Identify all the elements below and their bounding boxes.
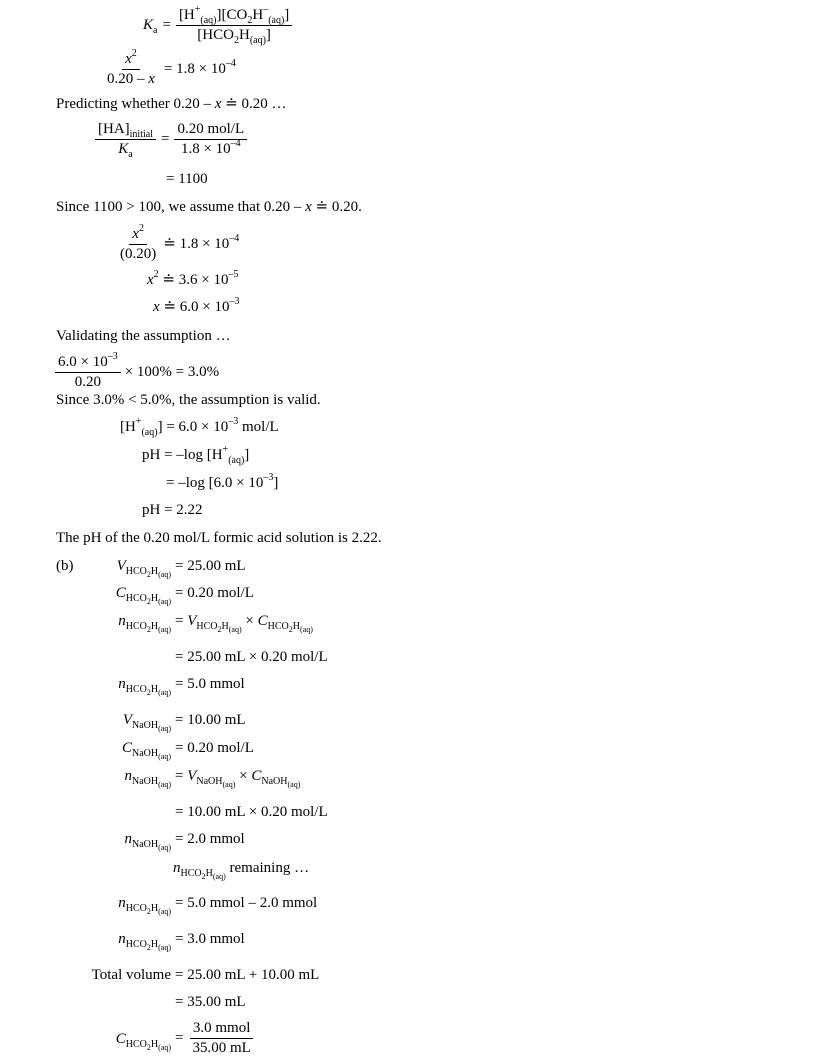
n-base-formula: = $V_{NaOH_{(aq)}} \times C_{NaOH_{(aq)}}$ xyxy=(175,768,301,789)
ratio-numerator: 0.20 mol/L xyxy=(174,122,247,140)
validate-heading: Validating the assumption … xyxy=(56,328,231,344)
ph-result: pH = 2.22 xyxy=(142,502,203,518)
c-final-denominator: 35.00 mL xyxy=(192,1040,251,1056)
n-acid-value: = 5.0 mmol xyxy=(175,676,245,692)
ka-symbol: $K_a$ xyxy=(143,17,158,36)
v-base-symbol: $V_{NaOH_{(aq)}}$ xyxy=(122,712,171,733)
n-base-value: = 2.0 mmol xyxy=(175,831,245,847)
part-b-label: (b) xyxy=(56,558,74,574)
c-final-equation: = $\frac{\text{3.0 mmol}}{35.00 mL}$ xyxy=(175,1021,254,1056)
n-acid-calc: = 25.00 mL × 0.20 mol/L xyxy=(175,649,328,665)
total-volume-calc: = 25.00 mL + 10.00 mL xyxy=(175,967,320,983)
n-remaining-symbol-2: $n_{HCO_2H_{(aq)}}$ xyxy=(118,931,171,952)
n-remaining-value: = 3.0 mmol xyxy=(175,931,245,947)
n-acid-formula: = $V_{HCO_2H_{(aq)}} \times C_{HCO_2H_{(aq)}}$ xyxy=(175,613,313,634)
n-acid-symbol-2: $n_{HCO_2H_{(aq)}}$ xyxy=(118,676,171,697)
ka-equation: $K_a$ = $\frac{[H^+_{(aq)}][CO_2H^-_{(aq)}]}{[HCO_2H_{(aq)}]}$ xyxy=(143,8,292,43)
ka-x-fraction: $\frac{x^2}{0.20 - x}$ xyxy=(107,48,155,87)
c-acid-symbol: $C_{HCO_2H_{(aq)}}$ xyxy=(115,585,171,606)
ph-log-value: = –log $[6.0 \times 10^{-3}]$ xyxy=(166,472,279,491)
assume-eq3: x ≐ $6.0 \times 10^{-3}$ xyxy=(153,296,240,315)
n-base-calc: = 10.00 mL × 0.20 mol/L xyxy=(175,804,328,820)
c-final-symbol: $C_{HCO_2H_{(aq)}}$ xyxy=(115,1031,171,1052)
total-volume-label: Total volume xyxy=(91,967,171,983)
predict-ratio: $\frac{[HA]_{initial}}{K_a}$ = $\frac{\text{0.20 mol/L}}{1.8 \times 10^{-4}}$ xyxy=(95,122,247,157)
v-acid-value: = 25.00 mL xyxy=(175,558,246,574)
c-final-numerator: 3.0 mmol xyxy=(190,1021,254,1039)
ka-x-equation: $\frac{x^2}{0.20 - x}$ = $1.8 \times 10^{-4}$ xyxy=(104,52,236,87)
assume-eq2: $x^2$ ≐ $3.6 \times 10^{-5}$ xyxy=(147,269,239,288)
remaining-heading: $n_{HCO_2H_{(aq)}}$ remaining … xyxy=(173,860,310,881)
assume-eq1: $\frac{x^2}{(0.20)}$ ≐ $1.8 \times 10^{-4}$ xyxy=(120,223,240,262)
n-remaining-calc: = 5.0 mmol – 2.0 mmol xyxy=(175,895,318,911)
ratio-value: = 1100 xyxy=(166,171,208,187)
v-base-value: = 10.00 mL xyxy=(175,712,246,728)
ph-statement: The pH of the 0.20 mol/L formic acid solution is 2.22. xyxy=(56,530,382,546)
v-acid-symbol: $V_{HCO_2H_{(aq)}}$ xyxy=(116,558,171,579)
c-acid-value: = 0.20 mol/L xyxy=(175,585,254,601)
n-acid-symbol: $n_{HCO_2H_{(aq)}}$ xyxy=(118,613,171,634)
c-base-symbol: $C_{NaOH_{(aq)}}$ xyxy=(121,740,171,761)
validate-conclusion: Since 3.0% < 5.0%, the assumption is valid. xyxy=(56,392,321,408)
n-base-symbol: $n_{NaOH_{(aq)}}$ xyxy=(124,768,171,789)
ka-fraction: $\frac{[H^+_{(aq)}][CO_2H^-_{(aq)}]}{[HCO_2H_{(aq)}]}$ xyxy=(176,8,292,43)
ph-log: pH = –log $[H^+_{(aq)}]$ xyxy=(142,444,250,466)
n-remaining-symbol: $n_{HCO_2H_{(aq)}}$ xyxy=(118,895,171,916)
n-base-symbol-2: $n_{NaOH_{(aq)}}$ xyxy=(124,831,171,852)
assume-statement: Since 1100 > 100, we assume that 0.20 – x ≐ 0.20. xyxy=(56,199,362,215)
h-concentration: $[H^+_{(aq)}] = 6.0 \times 10^{-3}$ mol/L xyxy=(120,416,279,438)
c-base-value: = 0.20 mol/L xyxy=(175,740,254,756)
predict-heading: Predicting whether 0.20 – x ≐ 0.20 … xyxy=(56,96,287,112)
validate-eq: $\frac{6.0 \times 10^{-3}}{0.20}$ × 100% = 3.0% xyxy=(55,355,219,390)
total-volume-value: = 35.00 mL xyxy=(175,994,246,1010)
